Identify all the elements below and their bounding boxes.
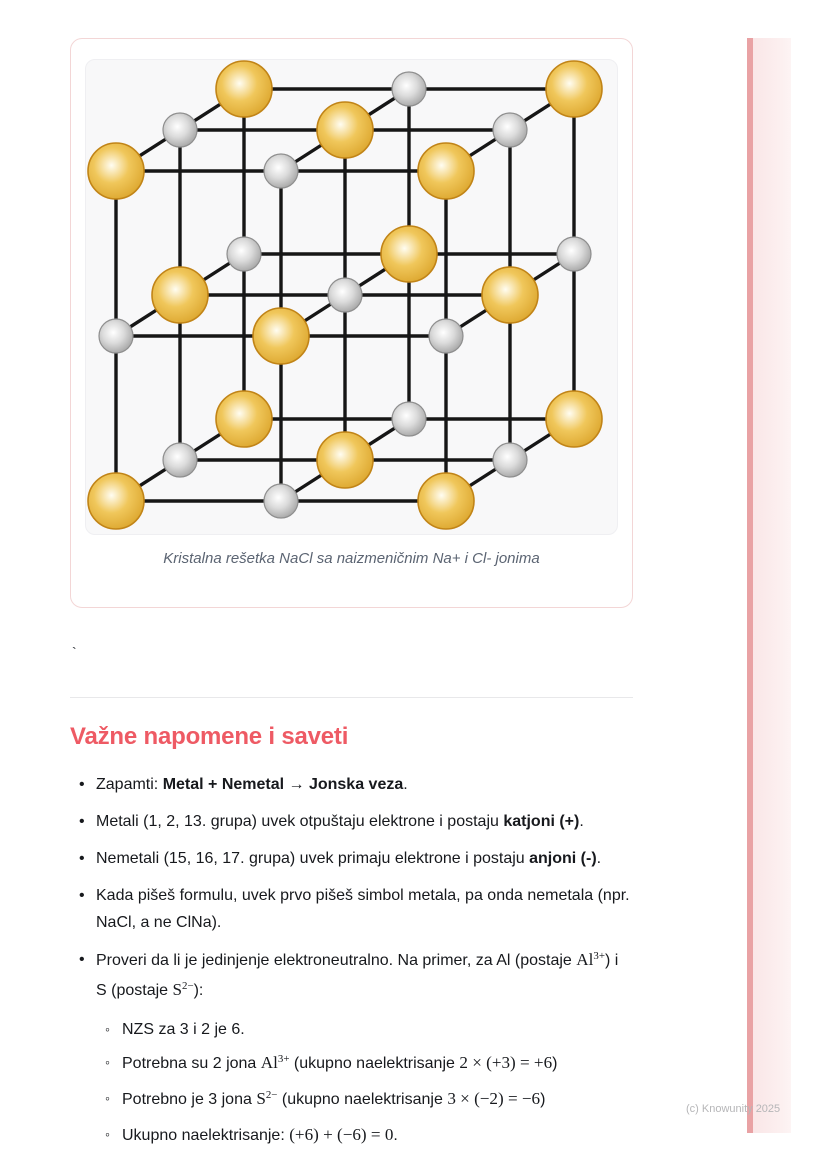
text-segment: Metali (1, 2, 13. grupa) uvek otpuštaju elektrone i postaju [96, 813, 504, 830]
footer-copyright: (c) Knowunity 2025 [686, 1103, 781, 1115]
cl-ion-sphere [429, 319, 463, 353]
notes-sublist [96, 1016, 633, 1149]
text-segment: ) [540, 1091, 546, 1108]
stray-backtick: ` [72, 644, 77, 660]
sub-list-item [96, 1121, 633, 1149]
na-ion-sphere [216, 391, 272, 447]
sub-list-item [96, 1049, 633, 1079]
list-item [70, 946, 633, 1149]
na-ion-sphere [317, 102, 373, 158]
text-segment: . [403, 776, 408, 793]
na-ion-sphere [482, 267, 538, 323]
cl-ion-sphere [493, 443, 527, 477]
text-segment: Ukupno naelektrisanje: [122, 1127, 290, 1144]
text-segment: . [596, 850, 602, 867]
na-ion-sphere [381, 226, 437, 282]
text-segment: katjoni (+) [503, 813, 580, 830]
notes-list [70, 771, 633, 1149]
text-segment: anjoni (-) [529, 850, 597, 867]
text-segment: Al [576, 950, 594, 969]
text-segment: Zapamti: [96, 776, 163, 793]
text-segment: 2− [182, 980, 194, 993]
list-item [70, 845, 633, 872]
text-segment: 2 × (+3) = +6 [459, 1053, 553, 1072]
na-ion-sphere [418, 143, 474, 199]
side-panel [753, 38, 791, 1133]
na-ion-sphere [152, 267, 208, 323]
text-segment: Potrebno je 3 jona [122, 1091, 257, 1108]
text-segment: S [256, 1089, 266, 1108]
text-segment: 3+ [593, 950, 605, 963]
text-segment: (+6) + (−6) = 0 [289, 1125, 394, 1144]
text-segment: NZS za 3 i 2 je 6. [122, 1021, 245, 1038]
sub-list-item [96, 1085, 633, 1115]
sub-list-item [96, 1016, 633, 1043]
list-item [70, 771, 633, 798]
cl-ion-sphere [227, 237, 261, 271]
na-ion-sphere [546, 61, 602, 117]
crystal-lattice-svg [86, 60, 617, 534]
cl-ion-sphere [328, 278, 362, 312]
na-ion-sphere [88, 143, 144, 199]
text-segment: ): [193, 982, 204, 999]
text-segment: . [393, 1127, 398, 1144]
section-divider [70, 697, 633, 698]
cl-ion-sphere [392, 402, 426, 436]
text-segment: Kada pišeš formulu, uvek prvo pišeš simbol metala, pa onda nemetala (npr. NaCl, a ne ClNa). [96, 887, 630, 931]
document-content [70, 38, 633, 1159]
na-ion-sphere [88, 473, 144, 529]
text-segment: Potrebna su 2 jona [122, 1055, 261, 1072]
text-segment: 3+ [277, 1053, 290, 1066]
text-segment: ) [552, 1055, 558, 1072]
text-segment: Proveri da li je jedinjenje elektroneutralno. Na primer, za Al (postaje [96, 952, 577, 969]
text-segment: (ukupno naelektrisanje [289, 1055, 460, 1072]
cl-ion-sphere [493, 113, 527, 147]
text-segment: Al [260, 1053, 278, 1072]
cl-ion-sphere [264, 154, 298, 188]
lattice-spheres [88, 61, 602, 529]
text-segment: 2− [265, 1089, 278, 1102]
na-ion-sphere [317, 432, 373, 488]
cl-ion-sphere [163, 113, 197, 147]
crystal-lattice-image [85, 59, 618, 535]
figure-caption: Kristalna rešetka NaCl sa naizmeničnim Na+ i Cl- jonima [163, 550, 540, 567]
text-segment: S [172, 980, 182, 999]
cl-ion-sphere [99, 319, 133, 353]
crystal-lattice-card [70, 38, 633, 608]
na-ion-sphere [253, 308, 309, 364]
na-ion-sphere [418, 473, 474, 529]
text-segment: 3 × (−2) = −6 [447, 1089, 541, 1108]
list-item [70, 882, 633, 936]
text-segment: (ukupno naelektrisanje [277, 1091, 448, 1108]
text-segment: Nemetali (15, 16, 17. grupa) uvek primaju elektrone i postaju [96, 850, 530, 867]
side-accent-bar [747, 38, 753, 1133]
cl-ion-sphere [557, 237, 591, 271]
text-segment: . [579, 813, 584, 830]
na-ion-sphere [546, 391, 602, 447]
cl-ion-sphere [163, 443, 197, 477]
na-ion-sphere [216, 61, 272, 117]
text-segment: ) i S (postaje [96, 952, 619, 999]
cl-ion-sphere [392, 72, 426, 106]
text-segment: Metal + Nemetal → Jonska veza [162, 776, 404, 793]
cl-ion-sphere [264, 484, 298, 518]
list-item [70, 808, 633, 835]
notes-heading: Važne napomene i saveti [70, 723, 349, 750]
